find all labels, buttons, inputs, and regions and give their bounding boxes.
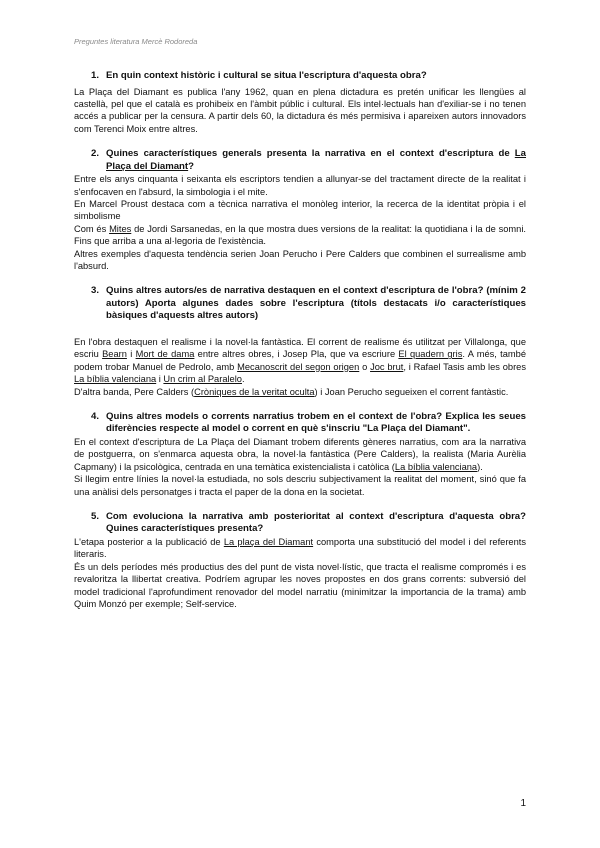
question-5 — [91, 511, 526, 536]
answer-paragraph: La Plaça del Diamant es publica l'any 1962, quan en plena dictadura es pretén unificar les llengües al castellà, pel que el català es prohibeix en l'àmbit públic i cultural. Els intel·lectuals han d'exiliar-se i no tenen accés a publicar per la censura. A partir dels 60, la dictadura és més permisiva i apareixen autors innovadors com Terenci Moix entre altres. — [74, 86, 526, 134]
question-text: En quin context històric i cultural se situa l'escriptura d'aquesta obra? — [106, 70, 427, 81]
document-body — [74, 70, 526, 610]
question-text: Quins altres models o corrents narratius trobem en el context de l'obra? Explica les seues diferències respecte al model o corrent en què s'inscriu "La Plaça del Diamant". — [106, 410, 526, 435]
book-title: Mort de dama — [135, 349, 195, 360]
question-text: Quines característiques generals presenta la narrativa en el context d'escriptura de La Plaça del Diamant? — [106, 148, 526, 172]
question-3 — [91, 285, 526, 323]
question-number: 3. — [91, 285, 100, 297]
book-title: La plaça del Diamant — [223, 536, 314, 547]
answer-paragraph: En Marcel Proust destaca com a tècnica narrativa el monòleg interior, la recerca de la identitat pròpia i el simbolisme — [74, 198, 526, 222]
answer-paragraph: D'altra banda, Pere Calders (Cròniques de la veritat oculta) i Joan Perucho segueixen el corrent fantàstic. — [74, 386, 509, 397]
book-title: Bearn — [102, 349, 127, 360]
answer-paragraph: En l'obra destaquen el realisme i la novel·la fantàstica. El corrent de realisme és utilitzat per Villalonga, que escriu Bearn i Mort de dama entre altres obres, i Josep Pla, que va escriure El quadern gris. A més, també podem trobar Manuel de Pedrolo, amb Mecanoscrit del segon origen o Joc brut, i Rafael Tasis amb les obres La bíblia valenciana i Un crim al Paralelo. — [74, 336, 527, 385]
book-title: La bíblia valenciana — [394, 461, 478, 472]
page-header: Preguntes literatura Mercè Rodoreda — [74, 37, 198, 46]
book-title: Joc brut — [370, 361, 404, 372]
book-title: El quadern gris — [398, 349, 463, 360]
question-text: Quins altres autors/es de narrativa destaquen en el context d'escriptura de l'obra? (mínim 2 autors) Aporta algunes dades sobre l'escriptura (títols destacats i/o característiques bàsiques d'aquests altres autors) — [106, 285, 526, 322]
book-title: Mecanoscrit del segon origen — [237, 361, 360, 372]
question-1 — [91, 70, 526, 83]
answer-paragraph: Com és Mites de Jordi Sarsanedas, en la que mostra dues versions de la realitat: la quotidiana i la de somni. Fins que arriba a una al·legoria de l'existència. — [74, 223, 526, 247]
answer-paragraph: L'etapa posterior a la publicació de La plaça del Diamant comporta una substitució del model i del referents literaris. — [74, 536, 526, 560]
answer-paragraph: Altres exemples d'aquesta tendència serien Joan Perucho i Pere Calders que combinen el surrealisme amb l'absurd. — [74, 248, 526, 271]
question-2 — [91, 148, 526, 173]
book-title: La Plaça del Diamant — [106, 148, 526, 172]
page-number: 1 — [520, 798, 526, 809]
book-title: Un crim al Paralelo — [163, 374, 242, 385]
answer-paragraph: És un dels períodes més productius des del punt de vista novel·lístic, que tracta el realisme compromés i es revaloritza la llibertat creativa. Podríem agrupar les noves propostes en dos grans corrents: subversió del model tradicional l'aprofundiment renovador del model narratiu (minimitzar la importancia de la trama) amb Quim Monzó per exemple; Self-service. — [74, 561, 526, 609]
book-title: La bíblia valenciana — [74, 374, 157, 385]
question-number: 4. — [91, 410, 100, 422]
answer-paragraph: Si llegim entre línies la novel·la estudiada, no sols descriu subjectivament la realitat del moment, sinó que fa una anàlisi dels personatges i tracta el paper de la dona en la societat. — [74, 474, 526, 497]
book-title: Mites — [109, 223, 132, 234]
book-title: Cròniques de la veritat oculta — [194, 386, 315, 397]
answer-paragraph: En el context d'escriptura de La Plaça del Diamant trobem diferents gèneres narratius, com ara la narrativa de postguerra, on s'enmarca aquesta obra, la novel·la fantàstica (Pere Calders), la realista (Maria Aurèlia Capmany) i la psicològica, centrada en una temàtica existencialista i catòlica (La bíblia valenciana). — [74, 436, 526, 472]
answer-paragraph: Entre els anys cinquanta i seixanta els escriptors tendien a allunyar-se del tractament directe de la realitat i s'enfocaven en l'absurd, la simbologia i el mite. — [74, 174, 526, 197]
question-text: Com evoluciona la narrativa amb posterioritat al context d'escriptura d'aquesta obra? Quines característiques presenta? — [106, 510, 526, 535]
question-4 — [91, 411, 526, 436]
question-number: 1. — [91, 70, 100, 81]
question-number: 5. — [91, 510, 100, 522]
question-number: 2. — [91, 148, 100, 160]
